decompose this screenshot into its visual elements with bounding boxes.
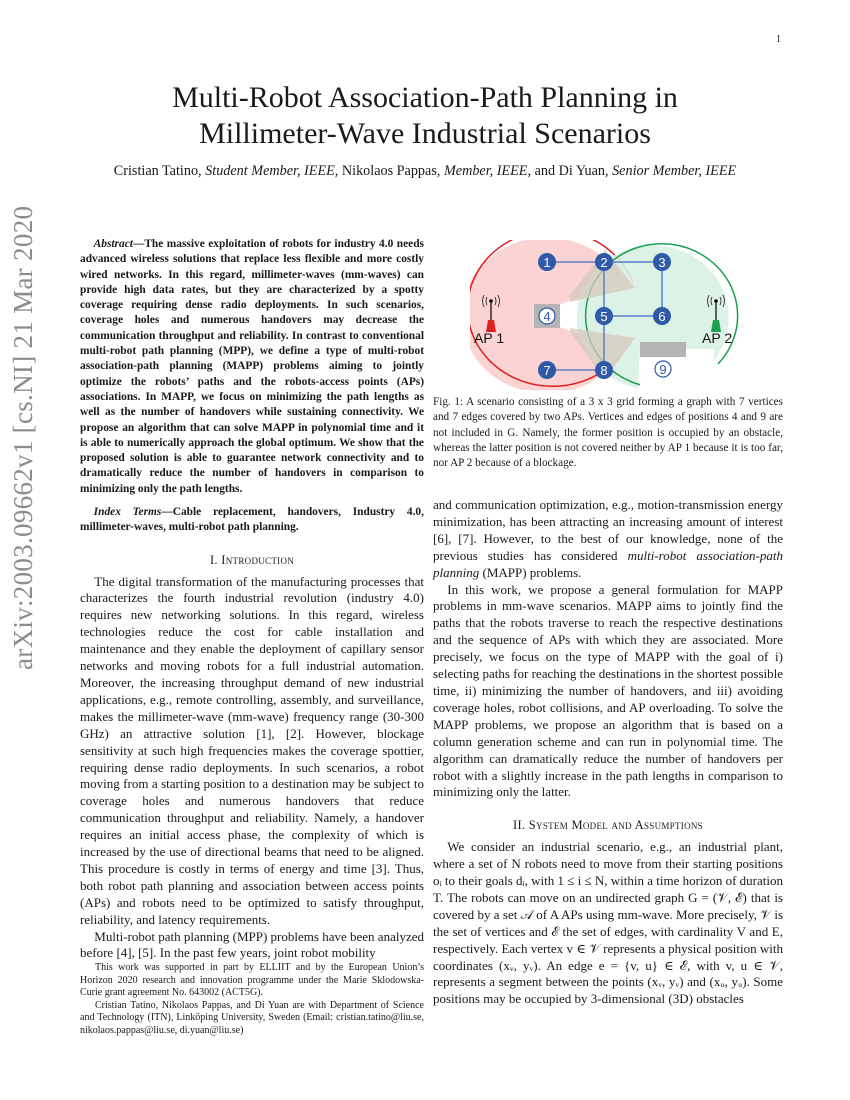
section-heading-system-model — [433, 817, 783, 834]
index-terms — [80, 505, 424, 536]
author-name: Nikolaos Pappas, — [338, 163, 444, 179]
figure-1-diagram — [470, 240, 750, 390]
right-column — [433, 497, 783, 1008]
vertex-5 — [595, 307, 613, 325]
system-model-paragraph-1: We consider an industrial scenario, e.g., an industrial plant, where a set of N robots need to move from their starting positions oᵢ to their goals dᵢ, with 1 ≤ i ≤ N, within a time horizon of duration T. The robots can move on an undirected graph G = (𝒱, ℰ) that is covered by a set 𝒜 of A APs using mm-wave. More precisely, 𝒱 is the set of vertices and ℰ the set of edges, with cardinality V and E, respectively. Each vertex v ∈ 𝒱 represents a physical position with coordinates (xᵥ, yᵥ). An edge e = {v, u} ∈ ℰ, with v, u ∈ 𝒱, represents a segment between the points (xᵥ, yᵥ) and (xᵤ, yᵤ). Some positions may be occupied by 3-dimensional (3D) obstacles — [433, 839, 783, 1007]
svg-text:2: 2 — [600, 255, 608, 270]
affiliation-footnote: Cristian Tatino, Nikolaos Pappas, and Di Yuan are with Department of Science and Technology (ITN), Linköping University, Sweden (Email: cristian.tatino@liu.se, nikolaos.pappas@liu.se, di.yuan@liu.se) — [80, 999, 424, 1036]
intro-paragraph-2: Multi-robot path planning (MPP) problems have been analyzed before [4], [5]. In the past few years, joint robot mobility — [80, 928, 424, 961]
intro-paragraph-1: The digital transformation of the manufacturing processes that characterizes the fourth industrial revolution (industry 4.0) requires new networking solutions. In this regard, wireless technologies reduce the cost for cable installation and maintenance and they enable the deployment of capillary sensor networks and moving robots for a full industrial automation. Moreover, the increasing throughput demand of new industrial applications, e.g., remote controlling, assembly, and surveillance, makes the millimeter-wave (mm-wave) frequency range (30-300 GHz) an attractive solution [1], [2]. However, blockage sensitivity at such high frequencies makes the coverage spottier, requiring dense radio deployments. In such scenarios, a robot moving from a starting position to a destination may be subject to coverage holes and numerous handovers that reduce communication throughput and reliability. Namely, a handover requires an initial access phase, the complexity of which is increased by the use of directional beams that need to be aligned. This procedure is costly in terms of energy and time [3]. Thus, both robot path planning and association between access points (APs) and robots need to be optimized to satisfy throughput, reliability, and latency requirements. — [80, 573, 424, 927]
page-number: 1 — [776, 34, 781, 45]
section-title: System Model and Assumptions — [528, 818, 703, 833]
emphasis-mapp: multi-robot association-path planning — [433, 547, 783, 580]
figure-1-caption: Fig. 1: A scenario consisting of a 3 x 3 grid forming a graph with 7 vertices and 7 edges covered by two APs. Vertices and edges of positions 4 and 9 are not included in G. Namely, the former position is occupied by an obstacle, whereas the latter position is not covered neither by AP 1 because it is too far, nor AP 2 because of a blockage. — [433, 396, 783, 470]
section-number: II. — [513, 818, 529, 833]
paragraph-text: and communication optimization, e.g., motion-transmission energy minimization, has been attracting an increasing amount of interest [6], [7]. However, to the best of our knowledge, none of the previous studies has considered — [433, 497, 783, 563]
svg-text:7: 7 — [543, 363, 551, 378]
footnotes — [80, 962, 424, 1037]
title-line-2: Millimeter-Wave Industrial Scenarios — [199, 117, 651, 150]
paper-title — [0, 80, 850, 152]
vertex-3 — [653, 253, 671, 271]
arxiv-stamp: arXiv:2003.09662v1 [cs.NI] 21 Mar 2020 — [8, 205, 38, 670]
svg-text:8: 8 — [600, 363, 608, 378]
svg-text:3: 3 — [658, 255, 666, 270]
abstract-text: —The massive exploitation of robots for industry 4.0 needs advanced wireless solutions that replace less flexible and more costly wired networks. In this regard, millimeter-waves (mm-waves) can provide high data rates, but they are characterized by a spotty coverage requiring dense radio deployments. In such scenarios, coverage holes and numerous handovers may decrease the communication throughput and reliability. In contrast to conventional multi-robot path planning (MPP), we define a type of multi-robot association-path planning (MAPP) problems aiming to jointly optimize the robots’ paths and the robots-access points (APs) associations. In MAPP, we focus on minimizing the path lengths as well as the number of handovers while sustaining connectivity. We propose an algorithm that can solve MAPP in polynomial time and it is able to numerically approach the global optimum. We show that the proposed solution is able to guarantee network connectivity and to dramatically reduce the number of handovers in comparison to minimizing only the path lengths. — [80, 238, 424, 495]
vertex-7 — [538, 361, 556, 379]
funding-footnote: This work was supported in part by ELLIIT and by the European Union’s Horizon 2020 research and innovation programme under the Marie Sklodowska-Curie grant agreement No. 643002 (ACT5G). — [80, 962, 424, 998]
svg-text:1: 1 — [543, 255, 551, 270]
abstract — [80, 237, 424, 497]
author-name: and Di Yuan, — [531, 163, 613, 179]
abstract-label: Abstract — [93, 238, 133, 250]
section-number: I. — [209, 552, 222, 567]
right-paragraph-1 — [433, 497, 783, 582]
index-terms-label: Index Terms — [93, 506, 162, 519]
vertex-2 — [595, 253, 613, 271]
section-heading-introduction — [80, 552, 424, 569]
vertex-1 — [538, 253, 556, 271]
svg-text:9: 9 — [659, 362, 667, 377]
right-paragraph-2: In this work, we propose a general formulation for MAPP problems in mm-wave scenarios. MAPP aims to jointly find the paths that the robots traverse to reach the respective destinations and the sequence of APs with which they are associated. More precisely, we focus on the type of MAPP with the goal of i) selecting paths for reaching the destinations in the shortest possible time, ii) minimizing the number of handovers, and iii) avoiding coverage holes, robot collisions, and AP overloading. To solve the MAPP problems, we propose an algorithm that is based on a column generation scheme and can run in polynomial time. The algorithm can dramatically reduce the number of handovers per robot with a slightly increase in the path lengths in comparison to minimizing only the latter. — [433, 581, 783, 800]
author-role: Student Member, IEEE, — [205, 163, 339, 179]
svg-text:4: 4 — [543, 309, 551, 324]
obstacle-blockage — [640, 342, 686, 357]
vertex-6 — [653, 307, 671, 325]
left-column — [80, 237, 424, 962]
index-terms-text: —Cable replacement, handovers, Industry 4.0, millimeter-waves, multi-robot path planning. — [80, 506, 424, 534]
svg-text:6: 6 — [658, 309, 666, 324]
paragraph-text: (MAPP) problems. — [479, 564, 582, 580]
ap1-label: AP 1 — [474, 330, 505, 346]
author-list — [0, 163, 850, 180]
position-9-uncovered — [655, 361, 671, 377]
svg-text:5: 5 — [600, 309, 608, 324]
author-role: Member, IEEE, — [443, 163, 532, 179]
position-4-unused — [539, 308, 555, 324]
title-line-1: Multi-Robot Association-Path Planning in — [172, 81, 678, 114]
vertex-8 — [595, 361, 613, 379]
author-role: Senior Member, IEEE — [612, 163, 737, 179]
author-name: Cristian Tatino, — [113, 163, 206, 179]
ap2-label: AP 2 — [702, 330, 733, 346]
section-title: Introduction — [221, 552, 295, 567]
